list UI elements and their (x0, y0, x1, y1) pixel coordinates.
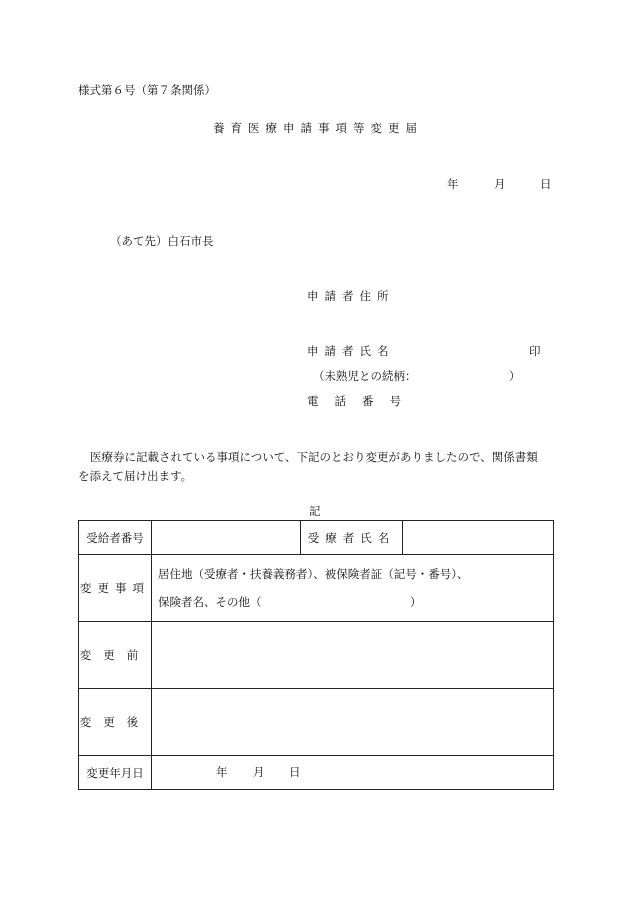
change-item-line1: 居住地（受療者・扶養義務者）、被保険者証（記号・番号）、 (158, 567, 469, 581)
ki-heading: 記 (309, 504, 321, 518)
recipient-number-label: 受給者番号 (79, 521, 152, 555)
addressee: （あて先）白石市長 (110, 234, 214, 248)
date-year-label: 年 (447, 177, 459, 191)
change-date-month: 月 (253, 764, 265, 779)
table-row (79, 689, 554, 756)
phone-label: 電話番号 (307, 394, 417, 408)
change-item-line2 (158, 588, 553, 616)
relationship-close: ） (509, 369, 521, 383)
after-label: 変更後 (79, 689, 152, 756)
date-day-label: 日 (540, 177, 552, 191)
patient-name-label: 受療者氏名 (301, 521, 403, 555)
recipient-number-field[interactable] (152, 521, 301, 555)
table-row (79, 756, 554, 790)
seal-mark: 印 (529, 344, 541, 358)
body-text-line1: 医療券に記載されている事項について、下記のとおり変更がありましたので、関係書類 (90, 450, 538, 464)
change-date-day: 日 (289, 764, 301, 779)
after-field[interactable] (152, 689, 554, 756)
change-form-table (78, 520, 554, 790)
applicant-address-label: 申請者住所 (307, 289, 395, 303)
change-date-field[interactable] (152, 756, 554, 790)
before-label: 変更前 (79, 622, 152, 689)
change-item-line2-close: ） (410, 595, 422, 609)
relationship-open: （未熟児との続柄： (313, 369, 417, 383)
patient-name-field[interactable] (403, 521, 554, 555)
document-title: 養育医療申請事項等変更届 (213, 121, 423, 135)
before-field[interactable] (152, 622, 554, 689)
change-item-field[interactable] (152, 555, 554, 622)
applicant-name-label: 申請者氏名 (307, 344, 395, 358)
table-row (79, 555, 554, 622)
table-row (79, 622, 554, 689)
change-item-line2-open: 保険者名、その他（ (158, 595, 262, 609)
form-number: 様式第６号（第７条関係） (78, 83, 216, 97)
change-item-label: 変更事項 (79, 555, 152, 622)
body-text-line2: を添えて届け出ます。 (78, 469, 193, 483)
table-row (79, 521, 554, 555)
date-month-label: 月 (494, 177, 506, 191)
change-date-label: 変更年月日 (79, 756, 152, 790)
change-date-year: 年 (216, 764, 228, 779)
